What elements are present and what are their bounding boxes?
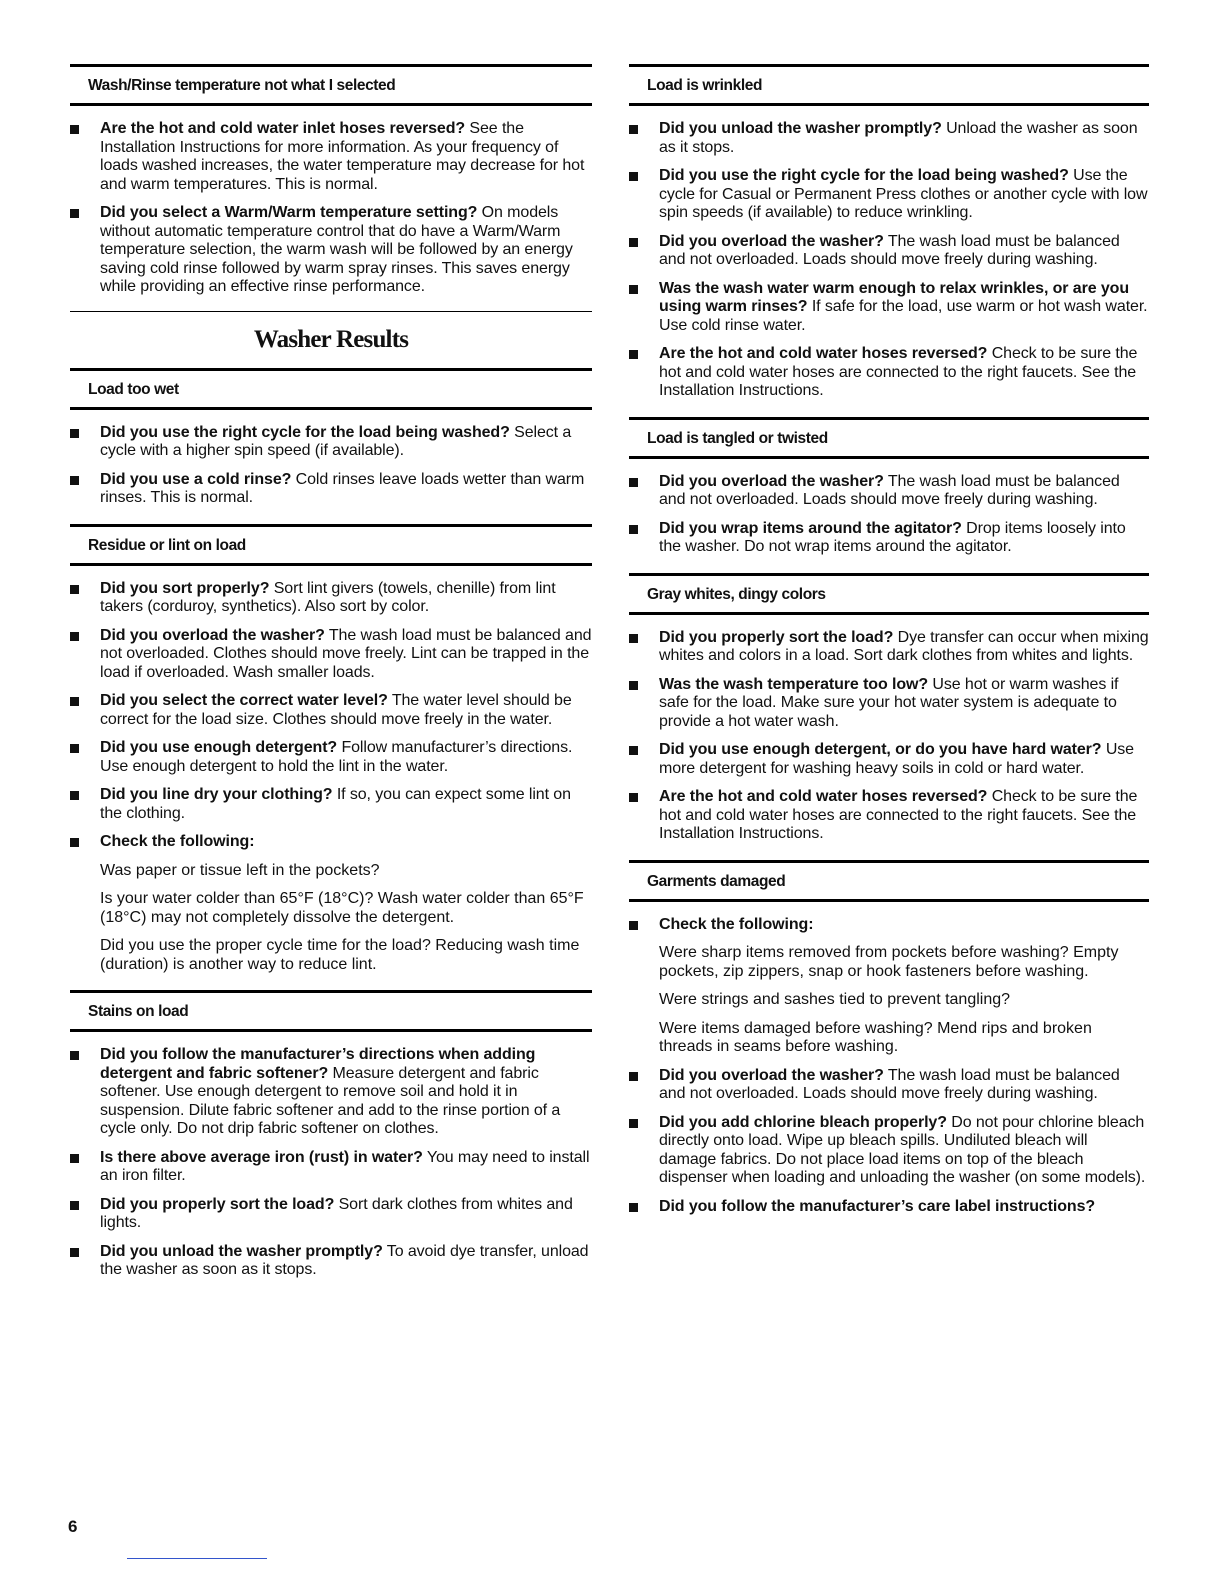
- square-bullet-icon: [629, 525, 638, 534]
- square-bullet-icon: [629, 125, 638, 134]
- square-bullet-icon: [70, 838, 79, 847]
- square-bullet-icon: [629, 1203, 638, 1212]
- square-bullet-icon: [70, 1051, 79, 1060]
- section-heading-gray-whites: Gray whites, dingy colors: [629, 573, 1149, 615]
- list-item: Did you use a cold rinse? Cold rinses leave loads wetter than warm rinses. This is normal.: [70, 471, 592, 508]
- list-item: Are the hot and cold water hoses reversed? Check to be sure the hot and cold water hoses are connected to the right faucets. See the Installation Instructions.: [629, 345, 1149, 401]
- sub-paragraph: Did you use the proper cycle time for the load? Reducing wash time (duration) is another way to reduce lint.: [100, 937, 580, 973]
- list-item: Did you overload the washer? The wash load must be balanced and not overloaded. Loads should move freely during washing.: [629, 233, 1149, 270]
- square-bullet-icon: [70, 632, 79, 641]
- list-item: Did you overload the washer? The wash load must be balanced and not overloaded. Clothes should move freely. Lint can be trapped in the load if overloaded. Wash smaller loads.: [70, 627, 592, 683]
- square-bullet-icon: [70, 209, 79, 218]
- list-item: Did you overload the washer? The wash load must be balanced and not overloaded. Loads should move freely during washing.: [629, 1067, 1149, 1104]
- list-item: Was the wash water warm enough to relax wrinkles, or are you using warm rinses? If safe for the load, use warm or hot wash water. Use cold rinse water.: [629, 280, 1149, 336]
- list-item: Did you follow the manufacturer’s directions when adding detergent and fabric softener? Measure detergent and fabric softener. Use enough detergent to remove soil and hold it in suspension. Dilute fabric softener and add to the rinse portion of a cycle only. Do not drip fabric softener on clothes.: [70, 1046, 592, 1139]
- sub-paragraph: Is your water colder than 65°F (18°C)? Wash water colder than 65°F (18°C) may not completely dissolve the detergent.: [100, 890, 584, 926]
- section-heading-wrinkled: Load is wrinkled: [629, 64, 1149, 106]
- right-column: [629, 64, 1149, 1226]
- square-bullet-icon: [629, 1119, 638, 1128]
- list-item: Did you use the right cycle for the load being washed? Select a cycle with a higher spin speed (if available).: [70, 424, 592, 461]
- section-heading-load-too-wet: Load too wet: [70, 368, 592, 410]
- section-heading-residue: Residue or lint on load: [70, 524, 592, 566]
- list-item: Did you sort properly? Sort lint givers (towels, chenille) from lint takers (corduroy, synthetics). Also sort by color.: [70, 580, 592, 617]
- section-heading-garments-damaged: Garments damaged: [629, 860, 1149, 902]
- divider: [70, 311, 592, 312]
- list-item: Is there above average iron (rust) in water? You may need to install an iron filter.: [70, 1149, 592, 1186]
- footer-link-line: [127, 1558, 267, 1559]
- square-bullet-icon: [70, 744, 79, 753]
- list-item: Are the hot and cold water inlet hoses reversed? See the Installation Instructions for more information. As your frequency of loads washed increases, the water temperature may decrease for hot and warm temperatures. This is normal.: [70, 120, 592, 194]
- list-item: Did you use enough detergent? Follow manufacturer’s directions. Use enough detergent to hold the lint in the water.: [70, 739, 592, 776]
- square-bullet-icon: [629, 238, 638, 247]
- square-bullet-icon: [629, 746, 638, 755]
- square-bullet-icon: [629, 1072, 638, 1081]
- list-item: Did you properly sort the load? Sort dark clothes from whites and lights.: [70, 1196, 592, 1233]
- square-bullet-icon: [629, 478, 638, 487]
- square-bullet-icon: [629, 285, 638, 294]
- list-item: Check the following:: [70, 833, 592, 852]
- list-item: Check the following:: [629, 916, 1149, 935]
- list-item: Are the hot and cold water hoses reversed? Check to be sure the hot and cold water hoses are connected to the right faucets. See the Installation Instructions.: [629, 788, 1149, 844]
- square-bullet-icon: [70, 429, 79, 438]
- list-item: Did you select the correct water level? The water level should be correct for the load size. Clothes should move freely in the water.: [70, 692, 592, 729]
- left-column: [70, 64, 592, 1290]
- list-item: Did you unload the washer promptly? To avoid dye transfer, unload the washer as soon as it stops.: [70, 1243, 592, 1280]
- square-bullet-icon: [629, 681, 638, 690]
- list-item: Did you add chlorine bleach properly? Do not pour chlorine bleach directly onto load. Wipe up bleach spills. Undiluted bleach will damage fabrics. Do not place load items on top of the bleach dispenser when loading and unloading the washer (on some models).: [629, 1114, 1149, 1188]
- list-item: Did you use enough detergent, or do you have hard water? Use more detergent for washing heavy soils in cold or hard water.: [629, 741, 1149, 778]
- list-item: Did you properly sort the load? Dye transfer can occur when mixing whites and colors in a load. Sort dark clothes from whites and lights.: [629, 629, 1149, 666]
- square-bullet-icon: [629, 921, 638, 930]
- list-item: Did you follow the manufacturer’s care label instructions?: [629, 1198, 1149, 1217]
- list-item: Did you unload the washer promptly? Unload the washer as soon as it stops.: [629, 120, 1149, 157]
- square-bullet-icon: [70, 1154, 79, 1163]
- list-item: Did you use the right cycle for the load being washed? Use the cycle for Casual or Permanent Press clothes or another cycle with low spin speeds (if available) to reduce wrinkling.: [629, 167, 1149, 223]
- list-item: Did you line dry your clothing? If so, you can expect some lint on the clothing.: [70, 786, 592, 823]
- page-title: Washer Results: [253, 325, 409, 353]
- section-heading-stains: Stains on load: [70, 990, 592, 1032]
- square-bullet-icon: [629, 350, 638, 359]
- list-item: Was the wash temperature too low? Use hot or warm washes if safe for the load. Make sure your hot water system is adequate to provide a hot water wash.: [629, 676, 1149, 732]
- list-item: Did you overload the washer? The wash load must be balanced and not overloaded. Loads should move freely during washing.: [629, 473, 1149, 510]
- square-bullet-icon: [629, 634, 638, 643]
- square-bullet-icon: [629, 172, 638, 181]
- square-bullet-icon: [70, 125, 79, 134]
- square-bullet-icon: [70, 697, 79, 706]
- square-bullet-icon: [629, 793, 638, 802]
- sub-paragraph: Were items damaged before washing? Mend rips and broken threads in seams before washing.: [659, 1019, 1092, 1055]
- sub-paragraph: Was paper or tissue left in the pockets?: [100, 861, 380, 879]
- section-heading-wash-rinse-temp: Wash/Rinse temperature not what I selected: [70, 64, 592, 106]
- square-bullet-icon: [70, 1201, 79, 1210]
- section-heading-tangled: Load is tangled or twisted: [629, 417, 1149, 459]
- square-bullet-icon: [70, 476, 79, 485]
- sub-paragraph: Were sharp items removed from pockets before washing? Empty pockets, zip zippers, snap or hook fasteners before washing.: [659, 944, 1119, 980]
- page-number: 6: [68, 1517, 78, 1536]
- list-item: Did you wrap items around the agitator? Drop items loosely into the washer. Do not wrap items around the agitator.: [629, 520, 1149, 557]
- square-bullet-icon: [70, 791, 79, 800]
- list-item: Did you select a Warm/Warm temperature setting? On models without automatic temperature control that do have a Warm/Warm temperature selection, the warm wash will be followed by an energy saving cold rinse followed by warm spray rinses. This saves energy while providing an effective rinse performance.: [70, 204, 592, 297]
- square-bullet-icon: [70, 1248, 79, 1257]
- sub-paragraph: Were strings and sashes tied to prevent tangling?: [659, 991, 1011, 1008]
- square-bullet-icon: [70, 585, 79, 594]
